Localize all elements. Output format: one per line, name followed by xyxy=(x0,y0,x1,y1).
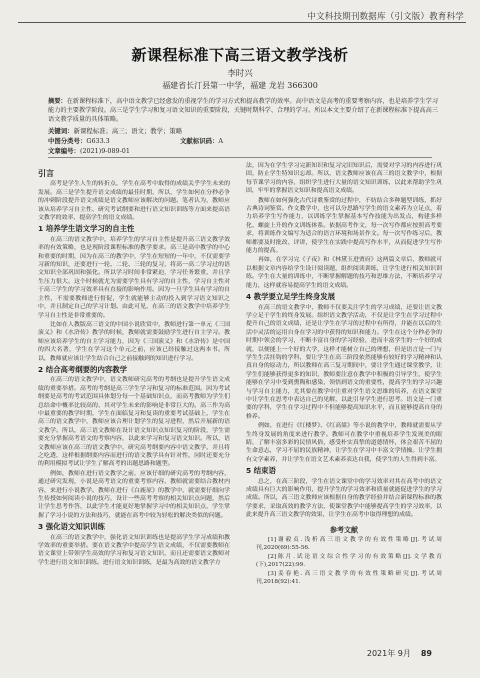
abstract xyxy=(48,98,438,124)
doc-code-label: 文献标识码： xyxy=(180,137,219,145)
article-no-value: (2021)9-089-01 xyxy=(79,147,130,155)
section-2-heading: 2 结合高考纲要的内容教学 xyxy=(38,364,128,374)
author-name: 李时兴 xyxy=(227,69,253,79)
section-2-example: 例如，教师在进行语文教学之前，应该仔细的研究高考的考纲内容，通过研究发现，小说是高考语文的重要考察内容，教师就需要结合教材内容，来进行小说教学。教师在进行《白鹿原》的教学中，就需要仔细向学生传授如何阅读小说的技巧，设计一些高考考察的相关知识点问题，然后让学生思考作答，以此学生才能更好地掌握学习中的相关知识点，学生掌握了学习小说的方法和技巧，就能在高考中较为轻松的解决类似的问题。 xyxy=(38,470,230,519)
conclusion-paragraph: 总之，在高三阶段，学生在语文课堂中的学习效率对其在高考中的语文成绩具有巨大的影响作用，提升学生的学习效率和质量就能促进学生的学习成绩。所以，高三语文教师应该根据自身的教学经验并结合新课程标准的教学要求，采取高效的教学方法，使课堂教学中能够提高学生的学习效率，以此来提升高三语文教学的效果，让学生在高考中取得理想的成绩。 xyxy=(246,478,442,519)
journal-header: 中文科技期刊数据库（引文版）教育科学 xyxy=(307,12,464,22)
article-title: 新课程标准下高三语文教学浅析 xyxy=(131,46,349,64)
section-4-example: 例如，在进行《红楼梦》、《红高粱》等小说的教学中，教师就需要从学生终身发展的角度来进行教学。教师可在教学中重视培养学生发现美的眼睛，了解丰富多彩的民情风俗，感受朴实真挚的道德情怀，体会艰苦不屈的生命意志，学习不屈的民族精神，让学生在学习中丰富文学情操。让学生拥有文学素养，并让学生在语文艺术素养表达自我，使学生的人生得到丰富。 xyxy=(246,423,442,463)
doc-code-value: A xyxy=(218,137,224,145)
left-column xyxy=(38,170,230,568)
intro-paragraph: 高考是学生人生的转折点，学生在高考中取得的成绩关乎学生未来的发展。高三是学生提升语文成绩的最佳时期，所以，学生如何在分秒必争的冲刺阶段提升语文成绩是语文教师应该解决的问题。笔者认为，教师应该从培养学习自主性、研究考试纲要和进行语文知识训练等方面来提高语文教学的效率，提高学生的语文成绩。 xyxy=(38,181,230,222)
abstract-label: 摘要： xyxy=(48,98,67,105)
section-1-heading: 1 培养学生语文学习的自主性 xyxy=(38,224,135,234)
section-3-paragraph: 在高三的语文教学中，强化语文知识训练也是提高学生学习成绩和教学效率的重要举措。要在语文教学中提高学生语文成绩，不仅需要教师在语文课堂上带领学生高效的学习和复习语文知识，而且还需要语文教师对学生进行语文知识训练。进行语文知识训练，是最为高效的语文教学方 xyxy=(38,534,230,566)
classification-row xyxy=(48,136,438,145)
keywords-label: 关键词： xyxy=(48,127,74,135)
references-heading: 参考文献 xyxy=(330,525,358,534)
reference-item: [2]陈月.试论语文综合性学习的有效策略[J].文学教育(下),2017(22):99. xyxy=(256,554,442,569)
reading-example-paragraph: 再如，在学习完《子夜》和《林黛玉进贾府》这两篇文章后，教师就可以根据文章内容给学生设计阅读题，组织阅读训练，让学生进行相关知识训练。学生在大量的训练中，不断掌握解题的技巧和思维方法，不断培养学习能力，这样就容易提高学生的语文成绩。 xyxy=(246,257,442,289)
section-4-heading: 4 教学要立足学生终身发展 xyxy=(246,292,336,302)
section-3-heading: 3 强化语文知识训练 xyxy=(38,522,105,532)
continued-paragraph: 法，因为在学生学习完新知识和复习完旧知识后，需要对学习的内容进行巩固，防止学生特知识忘却。所以，语文教师应该在高三的语文教学中，根据每节课学习的内容，组织学生进行大量的语文知识训练，以此来帮助学生巩固，牢牢的掌握语文知识和提高语文成绩。 xyxy=(246,163,442,195)
intro-heading: 引言 xyxy=(38,169,54,178)
page-number: 89 xyxy=(420,649,432,658)
article-number-row xyxy=(48,146,438,155)
section-1-example: 比如在人教版高三语文的中国小说欣赏中，教师进行第一单元《三国演义》和《水浒传》教学的时候，教师就需要鼓励学生进行自主学习。教师应该培养学生的自主学习能力，因为《三国演义》和《水浒传》是中国的四大名著，学生在学习这个单元之前，应该已经接触过这两本书。所以，教师就应该让学生结合自己之前接触到的知识进行学习。 xyxy=(38,321,230,362)
clc-value: G633.3 xyxy=(86,137,110,145)
section-4-paragraph: 在高三的语文教学中，教师不仅要关注学生的学习成绩，还要让语文教学立足于学生的终身发展。组织语文教学活动，不仅是让学生在学习过程中提升自己的语文成绩，还是让学生在学习的过程中有所得，并能在以后的生活中灵活的运用自身在学习的中获得的知识和能力。学生在这个分秒必争的时期中领会的学习，不断丰富自身的学习经验，进而丰富学生的一个好的成就，以便能上一个好的大学，这样才能树立自己的理想，但是语言是一门与学生生活挂钩的学科，要让学生在高三阶段依然能够有较好的学习精神和认真自身的原动力，所以教师在高三复习期间中，要让学生通过课堂教学，让学生们能够获得更多的知识，教师要注意在教学中积极的引导学生，使学生能够在学习中受到熏陶和感染，领悟到语文的重要性，提高学生的学习兴趣与学习自主能力，尤其要在教学中注重对学生语文思维的培养，在语文课堂中让学生在思考中表达自己的见解，以此引导学生进行思考。语文是一门重要的学科，学生在学习过程中不但能够提高知识水平，而且能够提高自身的修养。 xyxy=(246,304,442,420)
clc-label: 中图分类号： xyxy=(48,137,87,145)
keywords xyxy=(48,126,182,135)
section-1-paragraph: 在高三的语文教学中，培养学生的学习自主性是提升高三语文教学效率的有效策略，也是现阶段课程标准的教学要求。高三是高中教学的中心和重要的时期，因为在高三的教学中，学生在短短的一年中，不仅需要学习新的知识，还要进行一轮、二轮、三轮的复习，将高一高二学习过的语文知识全部巩固和强化。所以学习时间非常紧迫，学习任务繁重，并且学生压力很大。这个时候就尤为需要学生具有学习的自主性，学习自主性对于高三学生的学习效率具有直接的影响作用。因为一旦学生具有学习的自主性，不需要教师进行督促，学生就能够主动的投入到学习语文知识之中，并且制定自己的学习计划。由此可见，在高三的语文教学中培养学生学习自主性是非常重要的。 xyxy=(38,236,230,319)
page-footer xyxy=(367,648,432,659)
reference-item: [3]姜春艳.高三语文教学的有效性策略研究[J].考试周刊,2018(92):41. xyxy=(256,571,442,586)
abstract-text: 在新课程标准下，高中语文教学已经愈发的重视学生的学习方式和提高教学的效率。高中语文是高考的重要考察内容，也是培养学生学习能力的主要教学阶段。高三是学生学习和复习语文知识的重要阶段，关键时期科学、合理的学习。所以本文主要介绍了在新课程标准下提高高三语文教学质量的具体策略。 xyxy=(48,98,439,123)
section-5-heading: 5 结束语 xyxy=(246,466,276,476)
article-no-label: 文章编号： xyxy=(48,147,80,155)
header-rule xyxy=(18,22,466,23)
right-column xyxy=(246,162,442,587)
issue-date: 2021年 9月 xyxy=(366,649,411,658)
keywords-text: 新课程标准；高三；语文；教学；策略 xyxy=(73,127,183,135)
meta-divider xyxy=(48,157,432,158)
poetry-example-paragraph: 教师在如何强化古代诗歌鉴赏的过程中，不妨结合多种题型训练，抓好古典诗词鉴赏。作文教学中，也可以分思路写学生的语文素养为立足点，着力培养学生写作能力，以训练学生掌握基本写作技能为出发点，构建多样化、螺旋上升的作文训练体系。依据高考作文，每一次写作都应按照高考要求，将训练作文编写为适合的语言环境和场景作文。每一次写作练习后，教师都要及时批改、评讲，使学生在实践中提高写作水平，从而促进学生写作能力的提高。 xyxy=(246,197,442,255)
author-affiliation: 福建省长汀县第一中学，福建 龙岩 366300 xyxy=(162,81,318,90)
reference-item: [1]谢毅贞.浅析高三语文教学的有效性策略[J].考试周刊,2020(69):55-56. xyxy=(256,537,442,552)
section-2-paragraph: 在高三的语文教学中，语文教师研究高考的考纲也是提升学生语文成绩的重要举措。高考的考纲是高三学生学习和复习的标准范围。因为考试纲要是高考的考试范围具体划分每一个基础知识点，而高考教师为学生们总结命中概率比较高的、其对学生未来的影响是非常巨大的。高三作为高中最重要的教学时期，学生在面临复习和复读的重要考试基础上，学生在高三的语文教学中，教师应该合理计划学生的复习进程，然后开展新的语文教学。所以，高三语文教师在设计语文知识点知识复习的阶段，学生需要充分掌握高考语文的考察内容，以此来学习和复习语文知识。所以，语文教师应该在高三的语文教学中，研究高考纲要内容中语文教学，并且将之吃透，这样根据纲要内容而进行的语文教学具有针对性，同时还要充分的利用模拟考试让学生了解高考的出题思路和题型。 xyxy=(38,377,230,468)
